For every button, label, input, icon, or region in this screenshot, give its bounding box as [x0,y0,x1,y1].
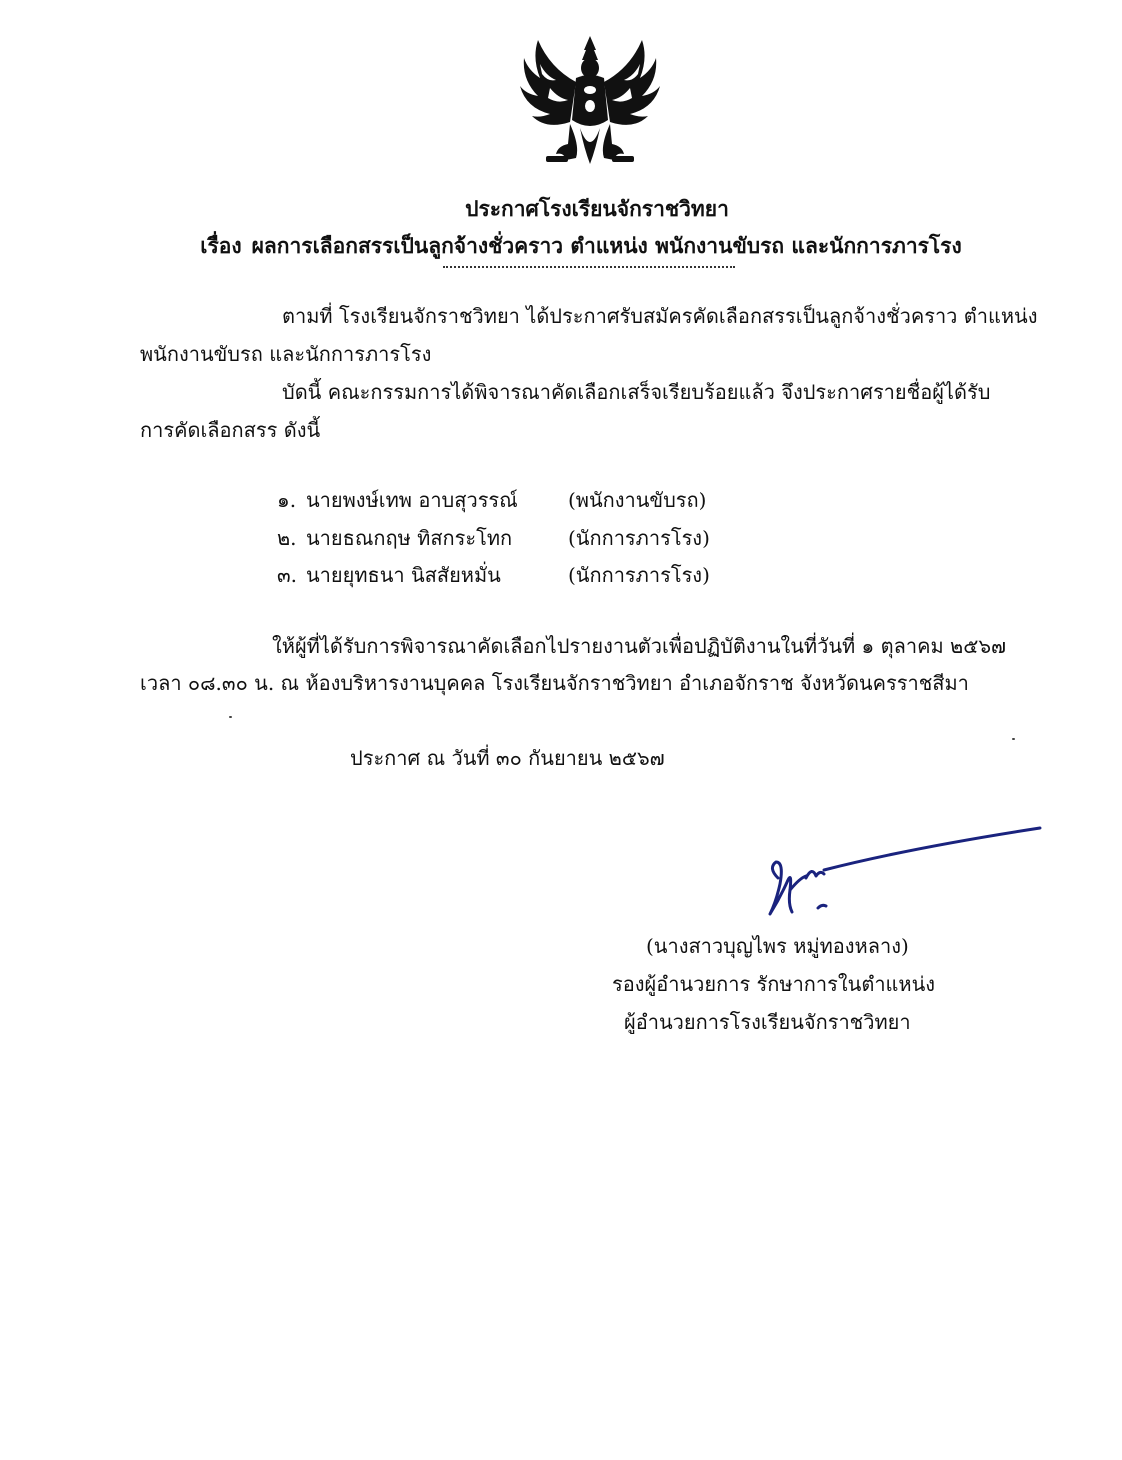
paragraph-3-line-1: ให้ผู้ที่ได้รับการพิจารณาคัดเลือกไปรายงานตัวเพื่อปฏิบัติงานในที่วันที่ ๑ ตุลาคม ๒๕๖๗ [272,634,1007,658]
paragraph-2-line-1: บัดนี้ คณะกรรมการได้พิจารณาคัดเลือกเสร็จเรียบร้อยแล้ว จึงประกาศรายชื่อผู้ได้รับ [282,380,991,404]
dotted-divider [443,266,735,268]
document-subject [20,230,1122,263]
paragraph-2-line-2: การคัดเลือกสรร ดังนี้ [140,418,321,442]
signer-role-line-2: ผู้อำนวยการโรงเรียนจักราชวิทยา [624,1010,911,1034]
paragraph-1-line-2: พนักงานขับรถ และนักการภารโรง [140,342,432,366]
scan-speck [229,716,232,718]
announcement-date: ประกาศ ณ วันที่ ๓๐ กันยายน ๒๕๖๗ [350,746,665,770]
list-item-name: นายพงษ์เทพ อาบสุวรรณ์ [306,488,518,512]
subject-text: ผลการเลือกสรรเป็นลูกจ้างชั่วคราว ตำแหน่ง พนักงานขับรถ และนักการภารโรง [251,233,962,258]
paragraph-3-line-2: เวลา ๐๘.๓๐ น. ณ ห้องบริหารงานบุคคล โรงเรียนจักราชวิทยา อำเภอจักราช จังหวัดนครราชสีมา [140,671,969,695]
list-item-number: ๓. [277,563,298,587]
garuda-emblem-icon [510,28,670,176]
subject-prefix: เรื่อง [200,233,242,258]
handwritten-signature [750,818,1050,928]
list-item-position: (นักการภารโรง) [568,563,710,587]
scan-speck [1012,738,1015,740]
list-item-position: (พนักงานขับรถ) [568,488,707,512]
list-item-position: (นักการภารโรง) [568,526,710,550]
document-title: ประกาศโรงเรียนจักราชวิทยา [465,196,729,221]
signer-role-line-1: รองผู้อำนวยการ รักษาการในตำแหน่ง [612,972,936,996]
list-item-number: ๒. [277,526,297,550]
signer-name: (นางสาวบุญไพร หมู่ทองหลาง) [646,934,909,958]
list-item-number: ๑. [277,488,297,512]
list-item-name: นายธณกฤษ ทิสกระโทก [306,526,513,550]
paragraph-1-line-1: ตามที่ โรงเรียนจักราชวิทยา ได้ประกาศรับสมัครคัดเลือกสรรเป็นลูกจ้างชั่วคราว ตำแหน่ง [282,304,1038,328]
list-item-name: นายยุทธนา นิสสัยหมั่น [306,563,501,587]
